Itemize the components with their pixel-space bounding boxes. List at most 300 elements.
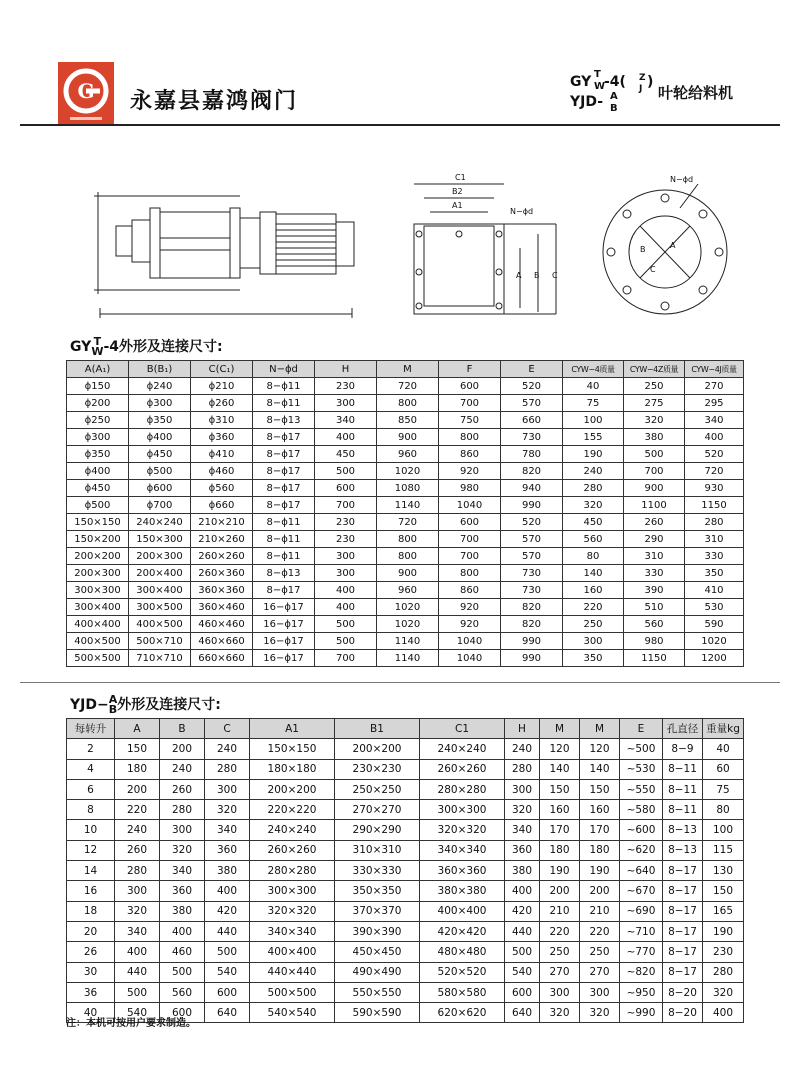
gy-dimension-table (66, 360, 744, 667)
table-cell: 8−17 (663, 901, 703, 921)
table-row (67, 901, 744, 921)
logo-letter: G (77, 79, 95, 103)
table-cell: 400 (115, 942, 160, 962)
table-cell: 260 (160, 779, 205, 799)
table-cell: 30 (67, 962, 115, 982)
table-cell: 570 (501, 395, 563, 412)
table-row (67, 739, 744, 759)
table-cell: ~690 (620, 901, 663, 921)
table-cell: 80 (563, 548, 624, 565)
table-cell: 500 (315, 463, 377, 480)
table-cell: 800 (377, 531, 439, 548)
table-cell: 560 (563, 531, 624, 548)
model-z: Z (639, 73, 646, 83)
table-cell: 310 (685, 531, 744, 548)
table-cell: 420×420 (420, 921, 505, 941)
column-header: C(C₁) (191, 361, 253, 378)
table-cell: 400×400 (67, 616, 129, 633)
table-cell: 270 (685, 378, 744, 395)
table-cell: 160 (563, 582, 624, 599)
table-cell: 240 (505, 739, 540, 759)
table-cell: 40 (703, 739, 744, 759)
table-cell: 330 (624, 565, 685, 582)
table-cell: 460×660 (191, 633, 253, 650)
table-cell: 400 (160, 921, 205, 941)
table-cell: 1020 (377, 616, 439, 633)
table-cell: 190 (563, 446, 624, 463)
table-cell: 120 (580, 739, 620, 759)
table-cell: 520×520 (420, 962, 505, 982)
table-cell: 8−17 (663, 962, 703, 982)
table-cell: 340 (160, 861, 205, 881)
model-close: ) (647, 74, 654, 90)
table-row (67, 582, 744, 599)
column-header: B(B₁) (129, 361, 191, 378)
flange-view-drawing (603, 184, 727, 314)
table-cell: 500 (624, 446, 685, 463)
table-cell: 8−ϕ11 (253, 548, 315, 565)
table-cell: 660×660 (191, 650, 253, 667)
table-cell: 75 (563, 395, 624, 412)
table-cell: 1040 (439, 633, 501, 650)
table-cell: 200×200 (250, 779, 335, 799)
table-cell: 250×250 (335, 779, 420, 799)
table-cell: 540 (115, 1003, 160, 1023)
table-row (67, 514, 744, 531)
model-suffix: -4( (604, 74, 626, 90)
table-cell: 360 (505, 840, 540, 860)
label-b2: B2 (452, 187, 463, 196)
table-header-row (67, 719, 744, 739)
table-cell: ϕ500 (67, 497, 129, 514)
table-cell: 360×460 (191, 599, 253, 616)
table-cell: ~500 (620, 739, 663, 759)
table-cell: 240×240 (129, 514, 191, 531)
table-cell: 150×200 (67, 531, 129, 548)
table-row (67, 779, 744, 799)
table-row (67, 921, 744, 941)
table-cell: 500×500 (250, 982, 335, 1002)
table-cell: 4 (67, 759, 115, 779)
table-cell: 380 (160, 901, 205, 921)
table-row (67, 759, 744, 779)
table-cell: 850 (377, 412, 439, 429)
table-cell: 560 (160, 982, 205, 1002)
table-cell: ϕ660 (191, 497, 253, 514)
table-cell: 390 (624, 582, 685, 599)
table-cell: 860 (439, 582, 501, 599)
table-cell: 390×390 (335, 921, 420, 941)
table-cell: 700 (315, 650, 377, 667)
table-cell: 730 (501, 565, 563, 582)
table-cell: 1140 (377, 650, 439, 667)
table-cell: 900 (377, 565, 439, 582)
table-cell: 60 (703, 759, 744, 779)
table-cell: 300 (315, 565, 377, 582)
label-flange-c: C (650, 265, 656, 274)
table-cell: 340×340 (250, 921, 335, 941)
table-cell: 250 (624, 378, 685, 395)
model-a: A (610, 91, 618, 102)
table-cell: 360×360 (191, 582, 253, 599)
table-cell: ϕ400 (67, 463, 129, 480)
table-cell: 340 (205, 820, 250, 840)
table-cell: 230 (703, 942, 744, 962)
table-cell: ϕ360 (191, 429, 253, 446)
table-cell: 80 (703, 800, 744, 820)
table-cell: 530 (685, 599, 744, 616)
table-cell: ϕ300 (129, 395, 191, 412)
product-name: 叶轮给料机 (658, 84, 734, 102)
table-cell: 1140 (377, 497, 439, 514)
table-cell: 180 (540, 840, 580, 860)
table-cell: 300 (205, 779, 250, 799)
table-cell: ~990 (620, 1003, 663, 1023)
column-header: E (620, 719, 663, 739)
column-header: CYW−4质量 (563, 361, 624, 378)
column-header: CYW−4J质量 (685, 361, 744, 378)
table-cell: 12 (67, 840, 115, 860)
column-header: C1 (420, 719, 505, 739)
table-cell: 500 (205, 942, 250, 962)
table-cell: 400 (685, 429, 744, 446)
technical-drawings (80, 168, 740, 328)
table-cell: 230×230 (335, 759, 420, 779)
table-cell: ~670 (620, 881, 663, 901)
table-cell: 240 (160, 759, 205, 779)
company-logo (58, 62, 114, 126)
table-cell: 8−ϕ11 (253, 378, 315, 395)
table-cell: 320 (580, 1003, 620, 1023)
table-cell: 600 (315, 480, 377, 497)
table-cell: 450 (563, 514, 624, 531)
table-cell: ϕ300 (67, 429, 129, 446)
table-cell: ~530 (620, 759, 663, 779)
table-cell: 165 (703, 901, 744, 921)
column-header: N−ϕd (253, 361, 315, 378)
table-cell: 360×360 (420, 861, 505, 881)
table-cell: 320 (115, 901, 160, 921)
table-cell: 340 (505, 820, 540, 840)
table-cell: 100 (703, 820, 744, 840)
table-cell: 200×300 (67, 565, 129, 582)
table-cell: 16−ϕ17 (253, 616, 315, 633)
table-cell: ~580 (620, 800, 663, 820)
table-cell: 900 (377, 429, 439, 446)
table-cell: ϕ150 (67, 378, 129, 395)
table-cell: 150 (115, 739, 160, 759)
column-header: A(A₁) (67, 361, 129, 378)
table-cell: ϕ260 (191, 395, 253, 412)
table-cell: 440 (115, 962, 160, 982)
section2-title (70, 694, 221, 715)
table-cell: ϕ450 (67, 480, 129, 497)
column-header: M (540, 719, 580, 739)
table-cell: 1040 (439, 497, 501, 514)
table-row (67, 616, 744, 633)
table-cell: ϕ240 (129, 378, 191, 395)
table-cell: 730 (501, 429, 563, 446)
table-cell: 1150 (624, 650, 685, 667)
table-cell: 440 (505, 921, 540, 941)
table-cell: 220×220 (250, 800, 335, 820)
table-cell: ~950 (620, 982, 663, 1002)
table-cell: 800 (439, 565, 501, 582)
table-cell: ~600 (620, 820, 663, 840)
table-row (67, 565, 744, 582)
table-cell: 400 (315, 582, 377, 599)
table-row (67, 800, 744, 820)
table-cell: 140 (563, 565, 624, 582)
table-cell: 155 (563, 429, 624, 446)
header-rule (20, 124, 780, 126)
table-cell: 300×400 (67, 599, 129, 616)
table-cell: 200 (580, 881, 620, 901)
table-cell: 540 (505, 962, 540, 982)
table-cell: 990 (501, 650, 563, 667)
table-cell: 1020 (377, 599, 439, 616)
table-cell: 1020 (377, 463, 439, 480)
table-cell: 320 (205, 800, 250, 820)
column-header: M (377, 361, 439, 378)
table-cell: ϕ700 (129, 497, 191, 514)
table-cell: 120 (540, 739, 580, 759)
table-cell: 400 (205, 881, 250, 901)
table-row (67, 412, 744, 429)
table-cell: 180×180 (250, 759, 335, 779)
table-cell: 20 (67, 921, 115, 941)
table-cell: 580×580 (420, 982, 505, 1002)
table-cell: 200×400 (129, 565, 191, 582)
label-a1: A1 (452, 201, 463, 210)
table-cell: 360 (160, 881, 205, 901)
table-cell: 300 (505, 779, 540, 799)
table-cell: 160 (580, 800, 620, 820)
table-cell: ϕ210 (191, 378, 253, 395)
table-cell: 250 (540, 942, 580, 962)
table-cell: 920 (439, 616, 501, 633)
table-cell: 150 (540, 779, 580, 799)
logo-mark-icon (58, 62, 114, 126)
table-cell: 300 (315, 395, 377, 412)
table-cell: 800 (377, 395, 439, 412)
table-cell: 420 (505, 901, 540, 921)
table-cell: 380 (505, 861, 540, 881)
table-cell: 200 (540, 881, 580, 901)
footnote: 注：本机可按用户要求制造。 (66, 1018, 196, 1029)
table-cell: 700 (624, 463, 685, 480)
table-cell: 1040 (439, 650, 501, 667)
table-cell: 190 (703, 921, 744, 941)
table-cell: 380 (205, 861, 250, 881)
column-header: H (315, 361, 377, 378)
table-cell: 440 (205, 921, 250, 941)
column-header: F (439, 361, 501, 378)
table-cell: 150 (580, 779, 620, 799)
label-c1: C1 (455, 173, 466, 182)
table-cell: 750 (439, 412, 501, 429)
table-cell: ϕ500 (129, 463, 191, 480)
label-nd-front: N−ϕd (510, 207, 534, 216)
table-cell: 600 (439, 514, 501, 531)
table-cell: 200 (115, 779, 160, 799)
section1-sub: W (91, 345, 104, 358)
column-header: M (580, 719, 620, 739)
table-cell: 320 (540, 1003, 580, 1023)
table-cell: 980 (624, 633, 685, 650)
table-cell: ~640 (620, 861, 663, 881)
table-cell: 720 (377, 378, 439, 395)
table-cell: 220 (115, 800, 160, 820)
table-cell: 115 (703, 840, 744, 860)
table-cell: ~710 (620, 921, 663, 941)
table-cell: 8−ϕ17 (253, 582, 315, 599)
table-cell: 240 (563, 463, 624, 480)
table-cell: 300 (540, 982, 580, 1002)
table-row (67, 881, 744, 901)
model-yjd: YJD- (570, 94, 604, 110)
table-cell: 270 (540, 962, 580, 982)
table-cell: 500×710 (129, 633, 191, 650)
table-cell: 280 (685, 514, 744, 531)
table-cell: 590×590 (335, 1003, 420, 1023)
table-cell: 8−ϕ17 (253, 446, 315, 463)
table-cell: 590 (685, 616, 744, 633)
table-cell: 300×500 (129, 599, 191, 616)
label-flange-a: A (670, 241, 676, 250)
table-cell: 340 (115, 921, 160, 941)
table-cell: 8−ϕ13 (253, 565, 315, 582)
table-cell: 180 (580, 840, 620, 860)
table-cell: 340 (315, 412, 377, 429)
table-cell: 240 (205, 739, 250, 759)
table-cell: 8−11 (663, 779, 703, 799)
table-cell: 400×500 (129, 616, 191, 633)
table-cell: 700 (439, 395, 501, 412)
table-cell: 400×400 (420, 901, 505, 921)
table-cell: 660 (501, 412, 563, 429)
column-header: 每转升 (67, 719, 115, 739)
table-cell: 300 (563, 633, 624, 650)
table-cell: 350 (563, 650, 624, 667)
table-cell: 270×270 (335, 800, 420, 820)
table-cell: 920 (439, 463, 501, 480)
model-w: W (594, 81, 606, 92)
table-cell: 280×280 (420, 779, 505, 799)
table-cell: 220 (580, 921, 620, 941)
table-cell: 730 (501, 582, 563, 599)
table-cell: 360 (205, 840, 250, 860)
table-cell: 510 (624, 599, 685, 616)
table-cell: 260×260 (250, 840, 335, 860)
table-cell: 10 (67, 820, 115, 840)
table-cell: 40 (563, 378, 624, 395)
table-cell: 400×500 (67, 633, 129, 650)
table-cell: 700 (315, 497, 377, 514)
label-nd-flange: N−ϕd (670, 175, 694, 184)
table-cell: 420 (205, 901, 250, 921)
table-cell: 8−20 (663, 982, 703, 1002)
table-cell: 720 (377, 514, 439, 531)
table-cell: 8−17 (663, 921, 703, 941)
table-cell: 8−17 (663, 942, 703, 962)
table-cell: 8 (67, 800, 115, 820)
table-cell: 600 (439, 378, 501, 395)
table-row (67, 599, 744, 616)
table-cell: 340×340 (420, 840, 505, 860)
table-cell: ϕ250 (67, 412, 129, 429)
table-cell: 140 (580, 759, 620, 779)
column-header: A (115, 719, 160, 739)
table-cell: 8−20 (663, 1003, 703, 1023)
table-cell: 500 (315, 616, 377, 633)
table-cell: 570 (501, 548, 563, 565)
section2-suffix: 外形及连接尺寸: (117, 697, 221, 713)
table-cell: 550×550 (335, 982, 420, 1002)
label-flange-b: B (640, 245, 646, 254)
table-cell: 920 (439, 599, 501, 616)
table-cell: 350 (685, 565, 744, 582)
table-cell: 460 (160, 942, 205, 962)
table-cell: 190 (580, 861, 620, 881)
table-cell: 8−ϕ17 (253, 480, 315, 497)
table-cell: 8−ϕ13 (253, 412, 315, 429)
table-cell: 560 (624, 616, 685, 633)
table-cell: 260×260 (420, 759, 505, 779)
table-cell: 380×380 (420, 881, 505, 901)
table-cell: 280 (160, 800, 205, 820)
column-header: A1 (250, 719, 335, 739)
table-cell: 210 (580, 901, 620, 921)
table-cell: 8−ϕ17 (253, 429, 315, 446)
table-cell: 8−ϕ11 (253, 514, 315, 531)
table-row (67, 962, 744, 982)
section2-prefix: YJD− (70, 697, 109, 713)
table-header-row (67, 361, 744, 378)
table-cell: 295 (685, 395, 744, 412)
table-cell: ϕ560 (191, 480, 253, 497)
table-cell: 1080 (377, 480, 439, 497)
table-cell: 230 (315, 378, 377, 395)
table-cell: 490×490 (335, 962, 420, 982)
table-cell: 370×370 (335, 901, 420, 921)
table-cell: 170 (580, 820, 620, 840)
table-cell: 8−ϕ11 (253, 395, 315, 412)
table-cell: 150×150 (250, 739, 335, 759)
table-cell: 280 (703, 962, 744, 982)
table-cell: 820 (501, 616, 563, 633)
table-row (67, 942, 744, 962)
table-cell: 600 (205, 982, 250, 1002)
table-row (67, 982, 744, 1002)
table-cell: 480×480 (420, 942, 505, 962)
table-cell: 540 (205, 962, 250, 982)
table-cell: ϕ350 (129, 412, 191, 429)
column-header: C (205, 719, 250, 739)
table-cell: 500 (505, 942, 540, 962)
table-cell: 75 (703, 779, 744, 799)
table-cell: 8−17 (663, 881, 703, 901)
table-cell: 290 (624, 531, 685, 548)
table-cell: 520 (685, 446, 744, 463)
table-cell: 600 (505, 982, 540, 1002)
table-cell: 500 (315, 633, 377, 650)
table-cell: 500 (115, 982, 160, 1002)
table-cell: 26 (67, 942, 115, 962)
table-cell: 8−17 (663, 861, 703, 881)
table-row (67, 650, 744, 667)
table-cell: 780 (501, 446, 563, 463)
